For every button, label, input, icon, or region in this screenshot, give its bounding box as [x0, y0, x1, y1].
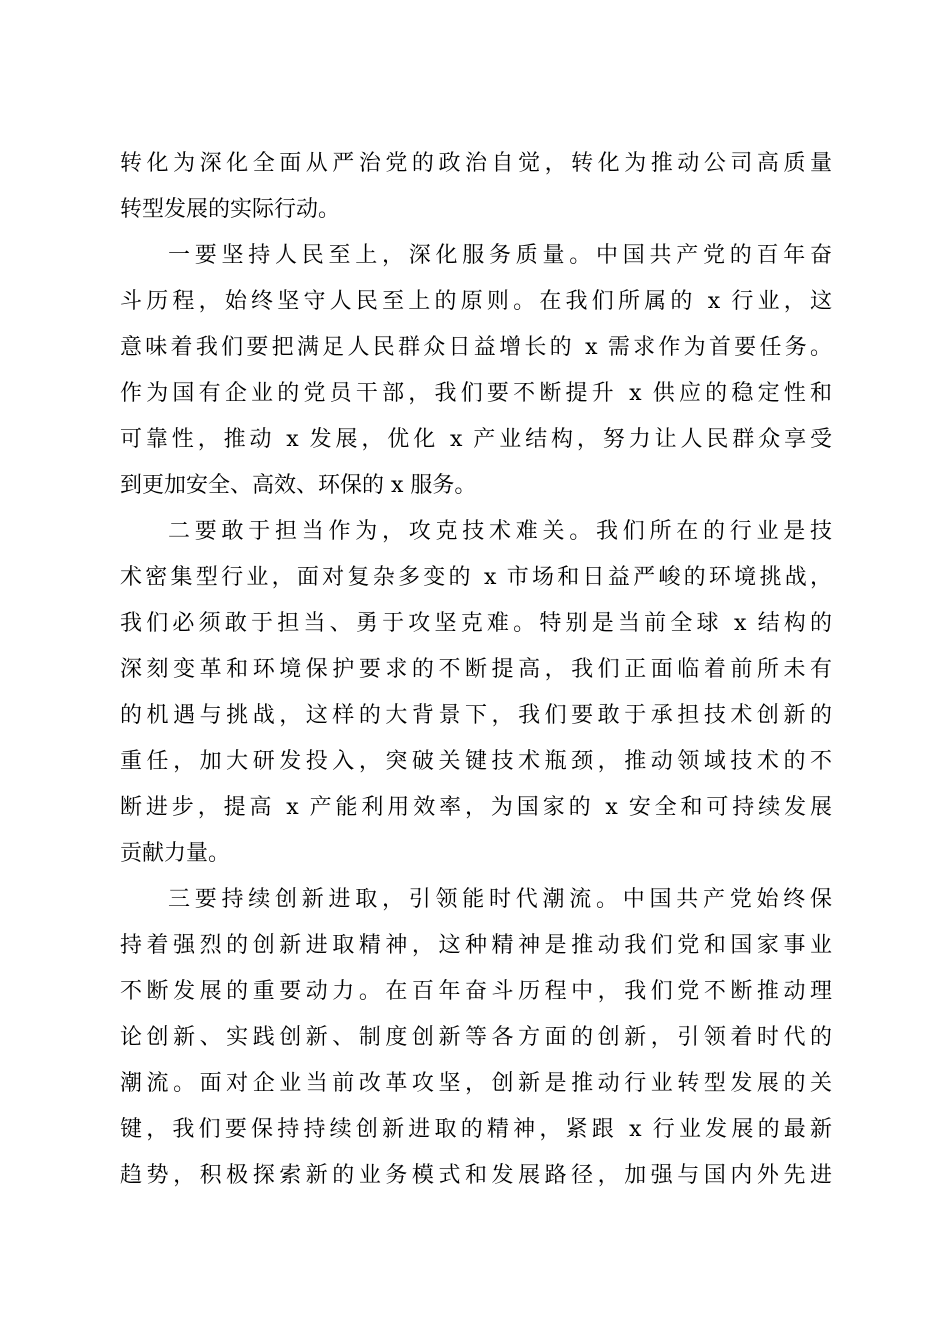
paragraph-first-line: 一要坚持人民至上，深化服务质量。中国共产党的百年奋	[168, 243, 832, 268]
text-line: 贡献力量。	[120, 841, 231, 866]
text-line: 趋势，积极探索新的业务模式和发展路径，加强与国内外先进	[120, 1163, 832, 1188]
text-line: 论创新、实践创新、制度创新等各方面的创新，引领着时代的	[120, 1025, 832, 1050]
text-line: 不断发展的重要动力。在百年奋斗历程中，我们党不断推动理	[120, 979, 832, 1004]
text-line: 键，我们要保持持续创新进取的精神，紧跟 x 行业发展的最新	[120, 1117, 832, 1142]
text-line: 转化为深化全面从严治党的政治自觉，转化为推动公司高质量	[120, 151, 832, 176]
text-line: 重任，加大研发投入，突破关键技术瓶颈，推动领域技术的不	[120, 749, 832, 774]
text-line: 的机遇与挑战，这样的大背景下，我们要敢于承担技术创新的	[120, 703, 832, 728]
paragraph-first-line: 三要持续创新进取，引领能时代潮流。中国共产党始终保	[168, 887, 832, 912]
text-line: 到更加安全、高效、环保的 x 服务。	[120, 473, 477, 498]
text-line: 断进步，提高 x 产能利用效率，为国家的 x 安全和可持续发展	[120, 795, 832, 820]
text-line: 深刻变革和环境保护要求的不断提高，我们正面临着前所未有	[120, 657, 832, 682]
text-line: 我们必须敢于担当、勇于攻坚克难。特别是当前全球 x 结构的	[120, 611, 832, 636]
text-line: 转型发展的实际行动。	[120, 197, 341, 222]
text-line: 潮流。面对企业当前改革攻坚，创新是推动行业转型发展的关	[120, 1071, 832, 1096]
text-line: 斗历程，始终坚守人民至上的原则。在我们所属的 x 行业，这	[120, 289, 832, 314]
text-line: 意味着我们要把满足人民群众日益增长的 x 需求作为首要任务。	[120, 335, 832, 360]
text-line: 持着强烈的创新进取精神，这种精神是推动我们党和国家事业	[120, 933, 832, 958]
paragraph-first-line: 二要敢于担当作为，攻克技术难关。我们所在的行业是技	[168, 519, 832, 544]
text-line: 术密集型行业，面对复杂多变的 x 市场和日益严峻的环境挑战，	[120, 565, 832, 590]
text-line: 可靠性，推动 x 发展，优化 x 产业结构，努力让人民群众享受	[120, 427, 832, 452]
text-line: 作为国有企业的党员干部，我们要不断提升 x 供应的稳定性和	[120, 381, 832, 406]
